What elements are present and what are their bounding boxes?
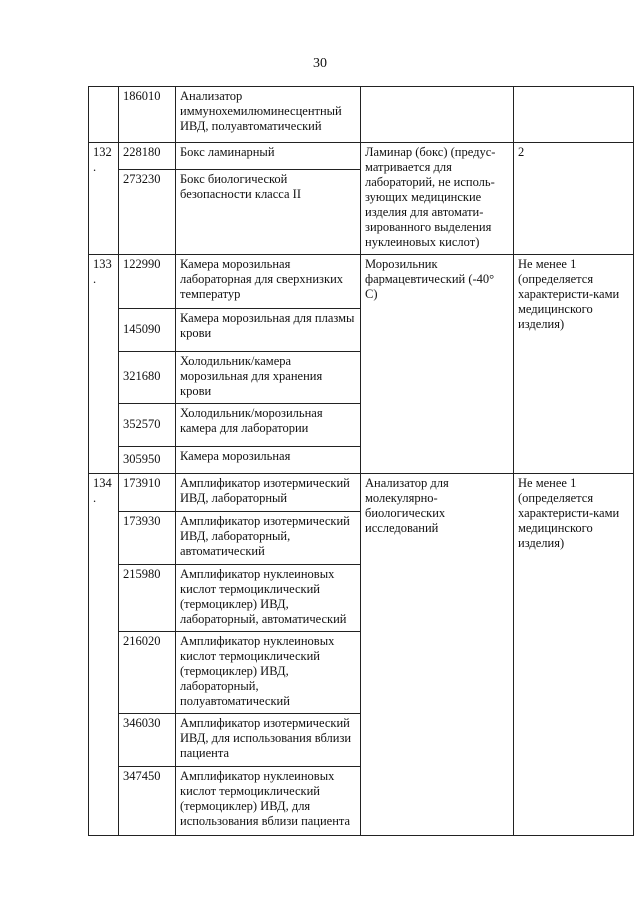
item-name: Камера морозильная лабораторная для сверхнизких температур xyxy=(176,255,361,309)
row-number xyxy=(89,87,119,143)
item-name: Холодильник/морозильная камера для лаборатории xyxy=(176,404,361,447)
item-name: Бокс ламинарный xyxy=(176,143,361,170)
item-code: 145090 xyxy=(119,309,176,352)
item-name: Камера морозильная для плазмы крови xyxy=(176,309,361,352)
item-code: 228180 xyxy=(119,143,176,170)
item-name: Амплификатор изотермический ИВД, лабораторный, автоматический xyxy=(176,512,361,565)
item-code: 215980 xyxy=(119,565,176,632)
required-quantity: Не менее 1 (определяется характеристи-ками медицинского изделия) xyxy=(514,474,634,836)
table-row xyxy=(89,474,634,512)
item-name: Амплификатор нуклеиновых кислот термоциклический (термоциклер) ИВД, лабораторный, автоматический xyxy=(176,565,361,632)
item-name: Амплификатор изотермический ИВД, лабораторный xyxy=(176,474,361,512)
equipment-description: Ламинар (бокс) (предус-матривается для лабораторий, не исполь-зующих медицинские изделия для автомати-зированного выделения нуклеиновых кислот) xyxy=(361,143,514,255)
item-code: 122990 xyxy=(119,255,176,309)
item-name: Камера морозильная xyxy=(176,447,361,474)
item-name: Холодильник/камера морозильная для хранения крови xyxy=(176,352,361,404)
row-number: 134. xyxy=(89,474,119,836)
item-name: Амплификатор нуклеиновых кислот термоциклический (термоциклер) ИВД, лабораторный, полуавтоматический xyxy=(176,632,361,714)
page-number: 30 xyxy=(313,56,327,71)
table-row xyxy=(89,87,634,143)
equipment-description xyxy=(361,87,514,143)
required-quantity: 2 xyxy=(514,143,634,255)
item-name: Бокс биологической безопасности класса II xyxy=(176,169,361,254)
item-code: 347450 xyxy=(119,767,176,836)
table-row xyxy=(89,143,634,170)
item-code: 346030 xyxy=(119,714,176,767)
item-code: 321680 xyxy=(119,352,176,404)
row-number: 132. xyxy=(89,143,119,255)
equipment-description: Морозильник фармацевтический (-40° С) xyxy=(361,255,514,474)
item-code: 173910 xyxy=(119,474,176,512)
equipment-description: Анализатор для молекулярно-биологических исследований xyxy=(361,474,514,836)
row-number: 133. xyxy=(89,255,119,474)
table-row xyxy=(89,255,634,309)
required-quantity: Не менее 1 (определяется характеристи-ками медицинского изделия) xyxy=(514,255,634,474)
item-code: 216020 xyxy=(119,632,176,714)
item-code: 273230 xyxy=(119,169,176,254)
item-code: 305950 xyxy=(119,447,176,474)
item-code: 173930 xyxy=(119,512,176,565)
equipment-table xyxy=(88,86,634,836)
item-name: Амплификатор нуклеиновых кислот термоциклический (термоциклер) ИВД, для использования вблизи пациента xyxy=(176,767,361,836)
required-quantity xyxy=(514,87,634,143)
item-code: 352570 xyxy=(119,404,176,447)
item-code: 186010 xyxy=(119,87,176,143)
item-name: Анализатор иммунохемилюминесцентный ИВД, полуавтоматический xyxy=(176,87,361,143)
item-name: Амплификатор изотермический ИВД, для использования вблизи пациента xyxy=(176,714,361,767)
